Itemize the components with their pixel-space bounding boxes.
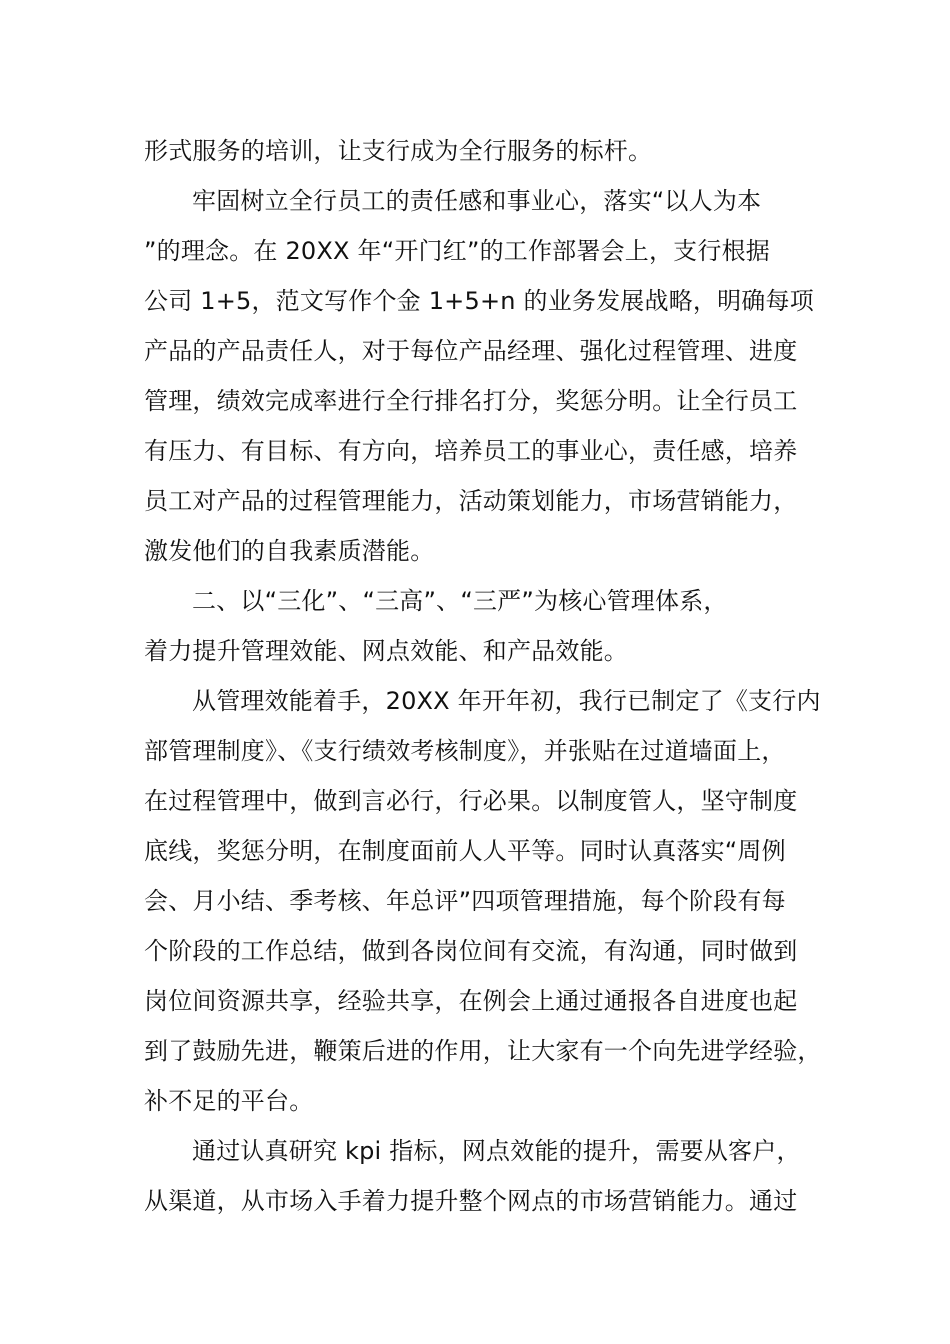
text-line: 产品的产品责任人，对于每位产品经理、强化过程管理、进度	[144, 337, 798, 365]
text-line: 形式服务的培训，让支行成为全行服务的标杆。	[144, 137, 653, 165]
document-body	[144, 126, 824, 1226]
text-line: 会、月小结、季考核、年总评”四项管理措施，每个阶段有每	[144, 887, 786, 915]
text-line: 通过认真研究 kpi 指标，网点效能的提升，需要从客户，	[192, 1137, 801, 1165]
text-line: ”的理念。在 20XX 年“开门红”的工作部署会上，支行根据	[144, 237, 770, 265]
text-line: 激发他们的自我素质潜能。	[144, 537, 435, 565]
text-line: 补不足的平台。	[144, 1087, 314, 1115]
text-line: 牢固树立全行员工的责任感和事业心，落实“以人为本	[192, 187, 762, 215]
text-line: 着力提升管理效能、网点效能、和产品效能。	[144, 637, 628, 665]
text-line: 员工对产品的过程管理能力，活动策划能力，市场营销能力，	[144, 487, 798, 515]
text-line: 在过程管理中，做到言必行，行必果。以制度管人，坚守制度	[144, 787, 798, 815]
text-line: 部管理制度》、《支行绩效考核制度》，并张贴在过道墙面上，	[144, 737, 786, 765]
text-line: 公司 1+5，范文写作个金 1+5+n 的业务发展战略，明确每项	[144, 287, 814, 315]
text-line: 个阶段的工作总结，做到各岗位间有交流，有沟通，同时做到	[144, 937, 798, 965]
text-line: 从管理效能着手，20XX 年开年初，我行已制定了《支行内	[192, 687, 821, 715]
text-line: 底线，奖惩分明，在制度面前人人平等。同时认真落实“周例	[144, 837, 786, 865]
text-line: 岗位间资源共享，经验共享，在例会上通过通报各自进度也起	[144, 987, 798, 1015]
text-line: 二、以“三化”、“三高”、“三严”为核心管理体系，	[192, 587, 728, 615]
text-line: 管理，绩效完成率进行全行排名打分，奖惩分明。让全行员工	[144, 387, 798, 415]
text-line: 从渠道，从市场入手着力提升整个网点的市场营销能力。通过	[144, 1187, 798, 1215]
text-line: 到了鼓励先进，鞭策后进的作用，让大家有一个向先进学经验，	[144, 1037, 822, 1065]
text-line: 有压力、有目标、有方向，培养员工的事业心，责任感，培养	[144, 437, 798, 465]
